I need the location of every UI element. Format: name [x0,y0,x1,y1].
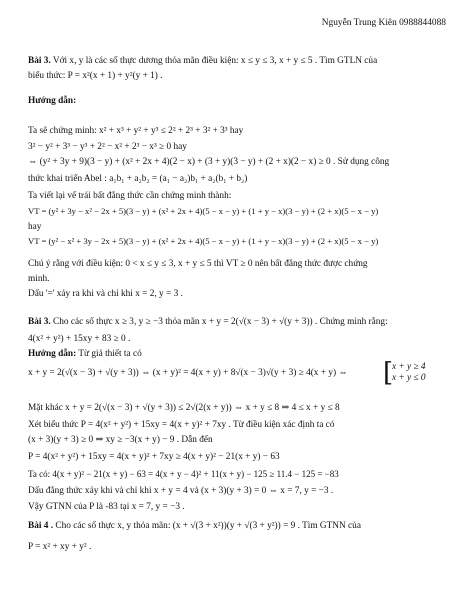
header-author: Nguyễn Trung Kiên 0988844088 [321,18,446,28]
hint-heading-1: Hướng dẫn: [28,96,77,106]
problem-3a-line1: Bài 3. Với x, y là các số thực dương thỏa mãn điều kiện: x ≤ y ≤ 3, x + y ≤ 5 . Tìm GTLN của [28,56,378,66]
solution-line: VT = (y² − x² + 3y − 2x + 5)(3 − y) + (x² + 2x + 4)(5 − x − y) + (1 + y − x)(3 − y) + (2 + x)(5 − x − y) [28,236,379,246]
solution-line: Mặt khác x + y = 2(√(x − 3) + √(y + 3)) ≤ 2√(2(x + y)) ⇔ x + y ≤ 8 ⇒ 4 ≤ x + y ≤ 8 [28,403,340,413]
problem-4-line1: Bài 4 . Cho các số thực x, y thỏa mãn: (x + √(3 + x²))(y + √(3 + y²)) = 9 . Tìm GTNN của [28,521,361,531]
hint-heading-2: Hướng dẫn: Từ giả thiết ta có [28,349,142,359]
solution-line: Chú ý rằng với điều kiện: 0 < x ≤ y ≤ 3, x + y ≤ 5 thì VT ≥ 0 nên bất đẳng thức được chứng [28,259,368,269]
solution-line: Vậy GTNN của P là -83 tại x = 7, y = −3 . [28,502,185,512]
problem-4-line2: P = x² + xy + y² . [28,542,92,552]
solution-line: 3² − y² + 3³ − y³ + 2² − x² + 2³ − x³ ≥ 0 hay [28,142,187,152]
problem-3b-line1: Bài 3. Cho các số thực x ≥ 3, y ≥ −3 thỏa mãn x + y = 2(√(x − 3) + √(y + 3)) . Chứng minh rằng: [28,317,388,327]
solution-line: Ta viết lại vế trái bất đẳng thức cần chứng minh thành: [28,191,232,201]
system-row: x + y ≥ 4 [392,362,426,372]
solution-line: hay [28,222,42,232]
solution-line: x + y = 2(√(x − 3) + √(y + 3)) ⇔ (x + y)² = 4(x + y) + 8√(x − 3)√(y + 3) ≥ 4(x + y) ⇔ [28,368,348,378]
solution-line: Xét biểu thức P = 4(x² + y²) + 15xy = 4(x + y)² + 7xy . Từ điều kiện xác định ta có [28,420,335,430]
solution-line: (x + 3)(y + 3) ≥ 0 ⇒ xy ≥ −3(x + y) − 9 . Dẫn đến [28,435,213,445]
solution-line: Ta sẽ chứng minh: x² + x³ + y² + y³ ≤ 2² + 2³ + 3² + 3³ hay [28,126,244,136]
system-bracket-icon: [ [383,358,394,388]
solution-line: P = 4(x² + y²) + 15xy = 4(x + y)² + 7xy ≥ 4(x + y)² − 21(x + y) − 63 [28,452,280,462]
solution-line: VT = (y² + 3y − x² − 2x + 5)(3 − y) + (x² + 2x + 4)(5 − x − y) + (1 + y − x)(3 − y) + (2 + x)(5 − x − y) [28,206,379,216]
solution-line: minh. [28,274,50,284]
solution-line: thức khai triển Abel : a₁b₁ + a₂b₂ = (a₁ − a₂)b₁ + a₂(b₁ + b₂) [28,174,248,184]
solution-line: ⇔ (y² + 3y + 9)(3 − y) + (x² + 2x + 4)(2 − x) + (3 + y)(3 − y) + (2 + x)(2 − x) ≥ 0 . Sử dụng công [28,157,390,167]
problem-3a-line2: biểu thức: P = x²(x + 1) + y²(y + 1) . [28,71,163,81]
system-row: x + y ≤ 0 [392,373,426,383]
solution-line: Dấu '=' xảy ra khi và chỉ khi x = 2, y = 3 . [28,289,183,299]
problem-3b-line2: 4(x² + y²) + 15xy + 83 ≥ 0 . [28,334,131,344]
solution-line: Dấu đẳng thức xảy khi và chỉ khi x + y = 4 và (x + 3)(y + 3) = 0 ⇔ x = 7, y = −3 . [28,486,334,496]
solution-line: Ta có: 4(x + y)² − 21(x + y) − 63 = 4(x + y − 4)² + 11(x + y) − 125 ≥ 11.4 − 125 = −83 [28,469,339,479]
